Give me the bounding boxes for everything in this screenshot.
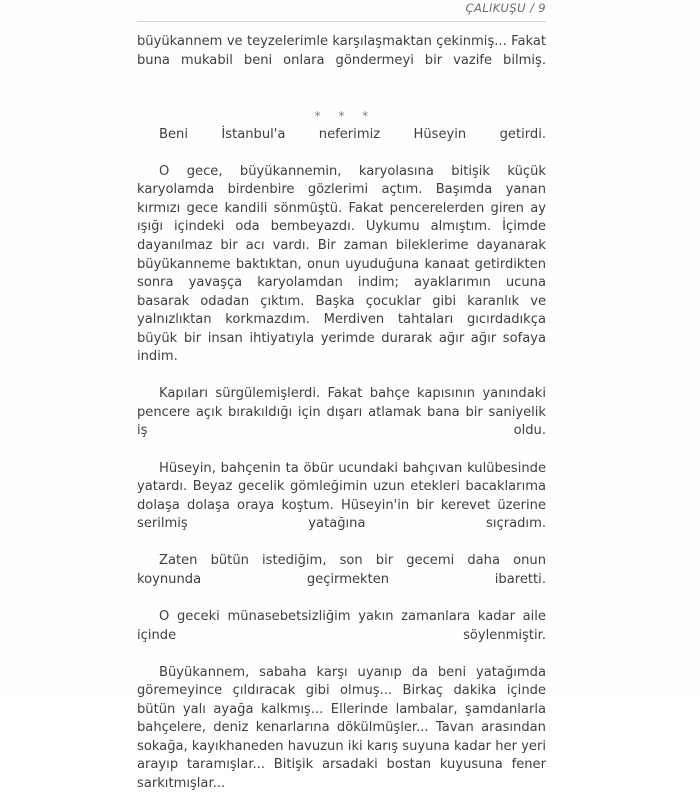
body-paragraph: O gece, büyükannemin, karyolasına bitişik küçük karyolamda birdenbire gözlerimi açtım. Başımda yanan kırmızı gece kandili sönmüştü. Fakat pencerelerden giren ay ışığı içindeki oda bembeyazdı. Uykumu almıştım. İçimde dayanılmaz bir acı vardı. Bir zaman bileklerime dayanarak büyükanneme baktıktan, onun uyuduğuna kanaat getirdikten sonra yavaşça karyolamdan indim; ayaklarımın ucuna basarak odadan çıktım. Başka çocuklar gibi karanlık ve yalnızlıktan korkmazdım. Merdiven tahtaları gıcırdadıkça büyük bir insan ihtiyatıyla yerimde durarak ağır ağır sofaya indim.	[137, 163, 546, 365]
body-paragraph: Kapıları sürgülemişlerdi. Fakat bahçe kapısının yanındaki pencere açık bırakıldığı için dışarı atlamak bana bir saniyelik iş oldu.	[137, 386, 546, 439]
header-divider-rule	[137, 21, 546, 22]
running-header	[137, 1, 546, 17]
section-divider-asterisks: * * *	[314, 109, 376, 124]
text-column	[137, 33, 546, 812]
body-paragraph: Beni İstanbul'a neferimiz Hüseyin getirdi.	[159, 126, 546, 142]
body-paragraph: büyükannem ve teyzelerimle karşılaşmaktan çekinmiş... Fakat buna mukabil beni onlara göndermeyi bir vazife bilmiş.	[137, 34, 546, 68]
body-paragraph: Hüseyin, bahçenin ta öbür ucundaki bahçıvan kulübesinde yatardı. Beyaz gecelik gömleğimin uzun etekleri bacaklarıma dolaşa dolaşa oraya koştum. Hüseyin'in bir kerevet üzerine serilmiş yatağına sıçradım.	[137, 460, 546, 532]
body-paragraph: Büyükannem, sabaha karşı uyanıp da beni yatağımda göremeyince çıldıracak gibi olmuş... Birkaç dakika içinde bütün yalı ayağa kalkmış... Ellerinde lambalar, şamdanlarla bahçelere, deniz kenarlarına dökülmüşler... Tavan arasından sokağa, kayıkhaneden havuzun iki karış suyuna kadar her yeri arayıp taramışlar... Bitişik arsadaki bostan kuyusuna fener sarkıtmışlar...	[137, 664, 546, 791]
divider-spacer-top	[137, 89, 546, 108]
body-paragraph: O geceki münasebetsizliğim yakın zamanlara kadar aile içinde söylenmiştir.	[137, 608, 546, 643]
body-paragraph: Zaten bütün istediğim, son bir gecemi daha onun koynunda geçirmekten ibaretti.	[137, 553, 546, 587]
header-title: ÇALIKUŞU / 9	[465, 1, 546, 15]
